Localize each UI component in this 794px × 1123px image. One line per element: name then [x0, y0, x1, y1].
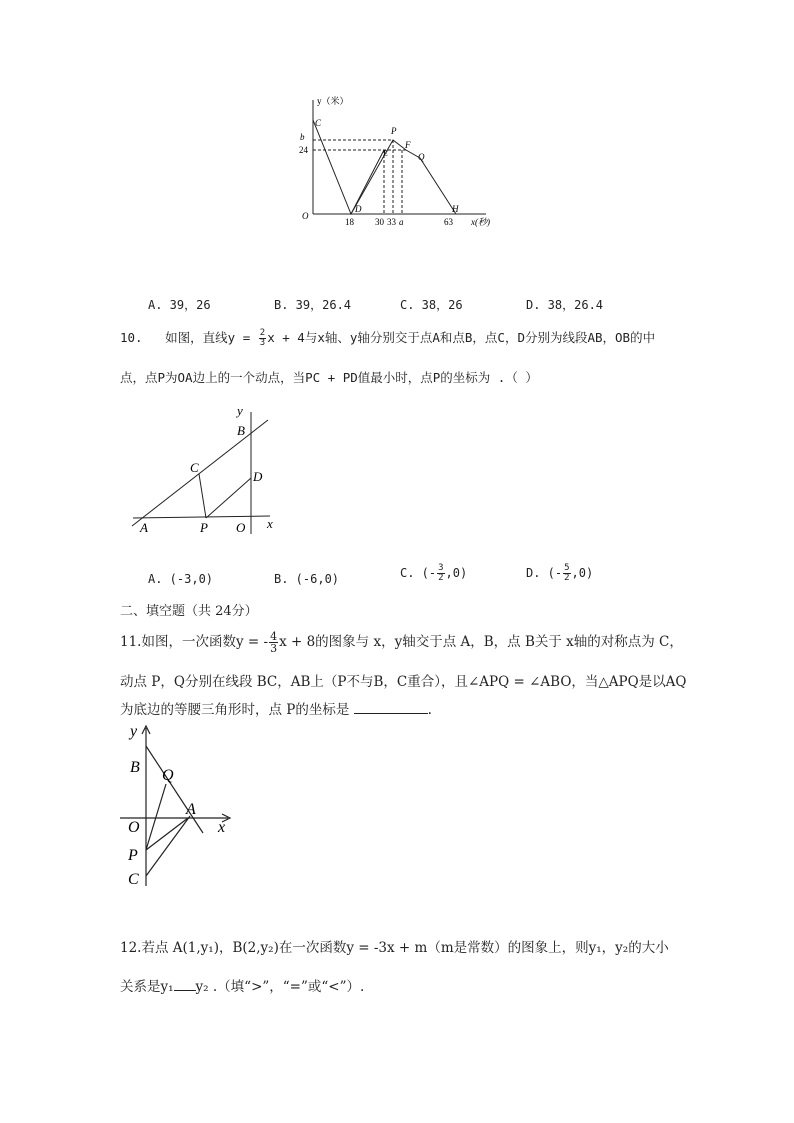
label-Q: Q	[162, 767, 174, 784]
q11-line3-end: .	[427, 702, 432, 718]
y-axis-label: y（米）	[317, 96, 349, 106]
label-A: A	[186, 801, 196, 818]
q12-line1: 12.若点 A(1,y₁)，B(2,y₂)在一次函数y = -3x + m（m是常数）的图象上，则y₁，y₂的大小	[120, 940, 669, 956]
q10-option-d-pre: D. (-	[526, 566, 563, 580]
q10-line2: 点，点P为OA边上的一个动点，当PC + PD值最小时，点P的坐标为 .（ ）	[120, 370, 538, 385]
y-tick-24: 24	[299, 145, 308, 155]
q9-figure	[296, 94, 501, 234]
q12-line2-post: y₂ .（填“>”，“=”或“<”）.	[195, 979, 365, 995]
label-O: O	[128, 819, 140, 836]
q11-text-pre: 11.如图，一次函数y = -	[120, 634, 269, 650]
q10-option-d-den: 2	[564, 573, 570, 583]
q10-fraction	[259, 329, 266, 348]
x-tick-18: 18	[345, 217, 354, 227]
q10-text-post: x + 4与x轴、y轴分别交于点A和点B，点C，D分别为线段AB，OB的中	[267, 330, 656, 345]
q10-number: 10.	[120, 330, 143, 345]
q11-line3-text: 为底边的等腰三角形时，点 P的坐标是	[120, 702, 350, 718]
q10-option-c-frac	[437, 564, 444, 583]
segment-pd	[206, 478, 251, 518]
label-P: P	[200, 520, 208, 535]
q11-line3	[120, 698, 432, 718]
x-tick-a: a	[399, 217, 404, 227]
q11-fraction	[269, 631, 278, 654]
q9-option-a: A. 39，26	[148, 298, 211, 312]
label-y: y	[237, 403, 243, 418]
q10-figure	[128, 402, 284, 540]
segment-ca	[146, 816, 190, 876]
label-O: O	[236, 520, 246, 535]
q11-text-post: x + 8的图象与 x，y轴交于点 A，B，点 B关于 x轴的对称点为 C，	[279, 634, 683, 650]
point-E: E	[383, 149, 388, 158]
label-y: y	[130, 723, 138, 740]
q10-option-c-post: ,0)	[445, 566, 468, 580]
q11-answer-blank[interactable]	[354, 713, 428, 714]
x-tick-63: 63	[444, 217, 453, 227]
x-tick-30: 30	[375, 217, 384, 227]
x-axis	[133, 516, 270, 518]
label-C: C	[128, 871, 139, 888]
q10-option-c	[400, 564, 467, 583]
point-P: P	[391, 126, 397, 136]
q10-option-b: B. (-6,0)	[274, 572, 340, 586]
point-C: C	[315, 118, 322, 128]
point-D: D	[355, 204, 362, 214]
q10-text-pre: 如图，直线y =	[165, 330, 251, 345]
q11-frac-num: 4	[270, 630, 278, 643]
label-x: x	[267, 516, 273, 531]
q11-line1	[120, 630, 683, 654]
q10-option-d	[526, 564, 593, 583]
q9-option-b: B. 39，26.4	[274, 298, 352, 312]
label-P: P	[128, 847, 138, 864]
label-C: C	[190, 460, 199, 475]
line-ab	[132, 420, 268, 526]
q10-option-d-frac	[563, 564, 570, 583]
q10-option-c-pre: C. (-	[400, 566, 437, 580]
point-H: H	[452, 204, 459, 214]
y-tick-b: b	[300, 132, 305, 142]
origin-label: O	[302, 211, 309, 221]
q10-frac-den: 3	[259, 338, 266, 348]
x-tick-33: 33	[387, 217, 396, 227]
point-F: F	[405, 140, 411, 150]
label-A: A	[140, 520, 148, 535]
q11-frac-den: 3	[270, 642, 278, 655]
q12-answer-blank[interactable]	[174, 990, 196, 991]
x-axis-label: x(秒)	[471, 217, 490, 227]
q11-line2: 动点 P，Q分别在线段 BC，AB上（P不与B，C重合），且∠APQ = ∠ABO，当△APQ是以AQ	[120, 674, 687, 690]
segment-cp	[199, 474, 206, 518]
label-D: D	[253, 469, 263, 484]
q9-option-c: C. 38，26	[400, 298, 463, 312]
q10-option-d-num: 5	[564, 563, 570, 573]
segment-pq	[146, 784, 166, 850]
q12-line2	[120, 975, 364, 995]
label-B: B	[130, 759, 140, 776]
q10-option-d-post: ,0)	[571, 566, 594, 580]
q10-frac-num: 2	[259, 328, 266, 338]
label-x: x	[218, 819, 226, 836]
q10-line1	[120, 328, 655, 348]
point-Q: Q	[418, 152, 425, 162]
q11-figure	[118, 722, 238, 892]
label-B: B	[237, 423, 245, 438]
section-title: 二、填空题（共 24分）	[120, 604, 258, 619]
q10-option-c-num: 3	[438, 563, 444, 573]
segment-pa	[146, 818, 188, 850]
q12-line2-pre: 关系是y₁	[120, 979, 174, 995]
q10-option-a: A. (-3,0)	[148, 572, 214, 586]
q10-option-c-den: 2	[438, 573, 444, 583]
q9-option-d: D. 38，26.4	[526, 298, 604, 312]
